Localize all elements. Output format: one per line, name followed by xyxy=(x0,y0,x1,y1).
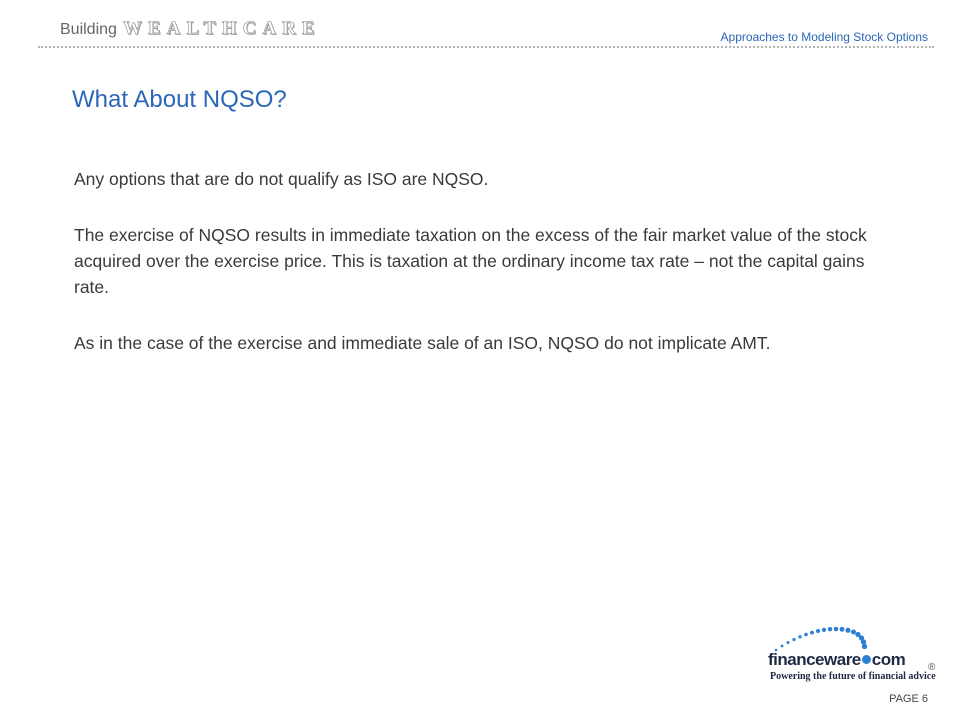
body-paragraph: The exercise of NQSO results in immediate taxation on the excess of the fair market value of the stock acquired over the exercise price. This is taxation at the ordinary income tax rate – not the capital gains rate. xyxy=(74,225,867,297)
header-divider xyxy=(38,46,934,48)
body-paragraph: Any options that are do not qualify as ISO are NQSO. xyxy=(74,169,489,189)
brand-name: WEALTHCARE xyxy=(122,18,321,39)
registered-mark: ® xyxy=(928,662,936,673)
slide-title: What About NQSO? xyxy=(72,86,287,113)
logo-tagline: Powering the future of financial advice xyxy=(770,671,936,682)
brand-prefix: Building xyxy=(60,21,117,38)
slide-header xyxy=(0,0,960,50)
body-paragraph: As in the case of the exercise and immediate sale of an ISO, NQSO do not implicate AMT. xyxy=(74,333,771,353)
logo-word-right: com xyxy=(871,650,906,669)
logo-wordmark xyxy=(768,650,905,670)
page-number: PAGE 6 xyxy=(889,693,928,705)
financeware-logo xyxy=(768,622,938,684)
slide-body xyxy=(74,166,884,386)
brand-logo xyxy=(60,18,321,40)
logo-word-left: financeware xyxy=(768,650,861,669)
deck-title: Approaches to Modeling Stock Options xyxy=(720,30,928,44)
logo-dot-icon xyxy=(862,655,871,664)
